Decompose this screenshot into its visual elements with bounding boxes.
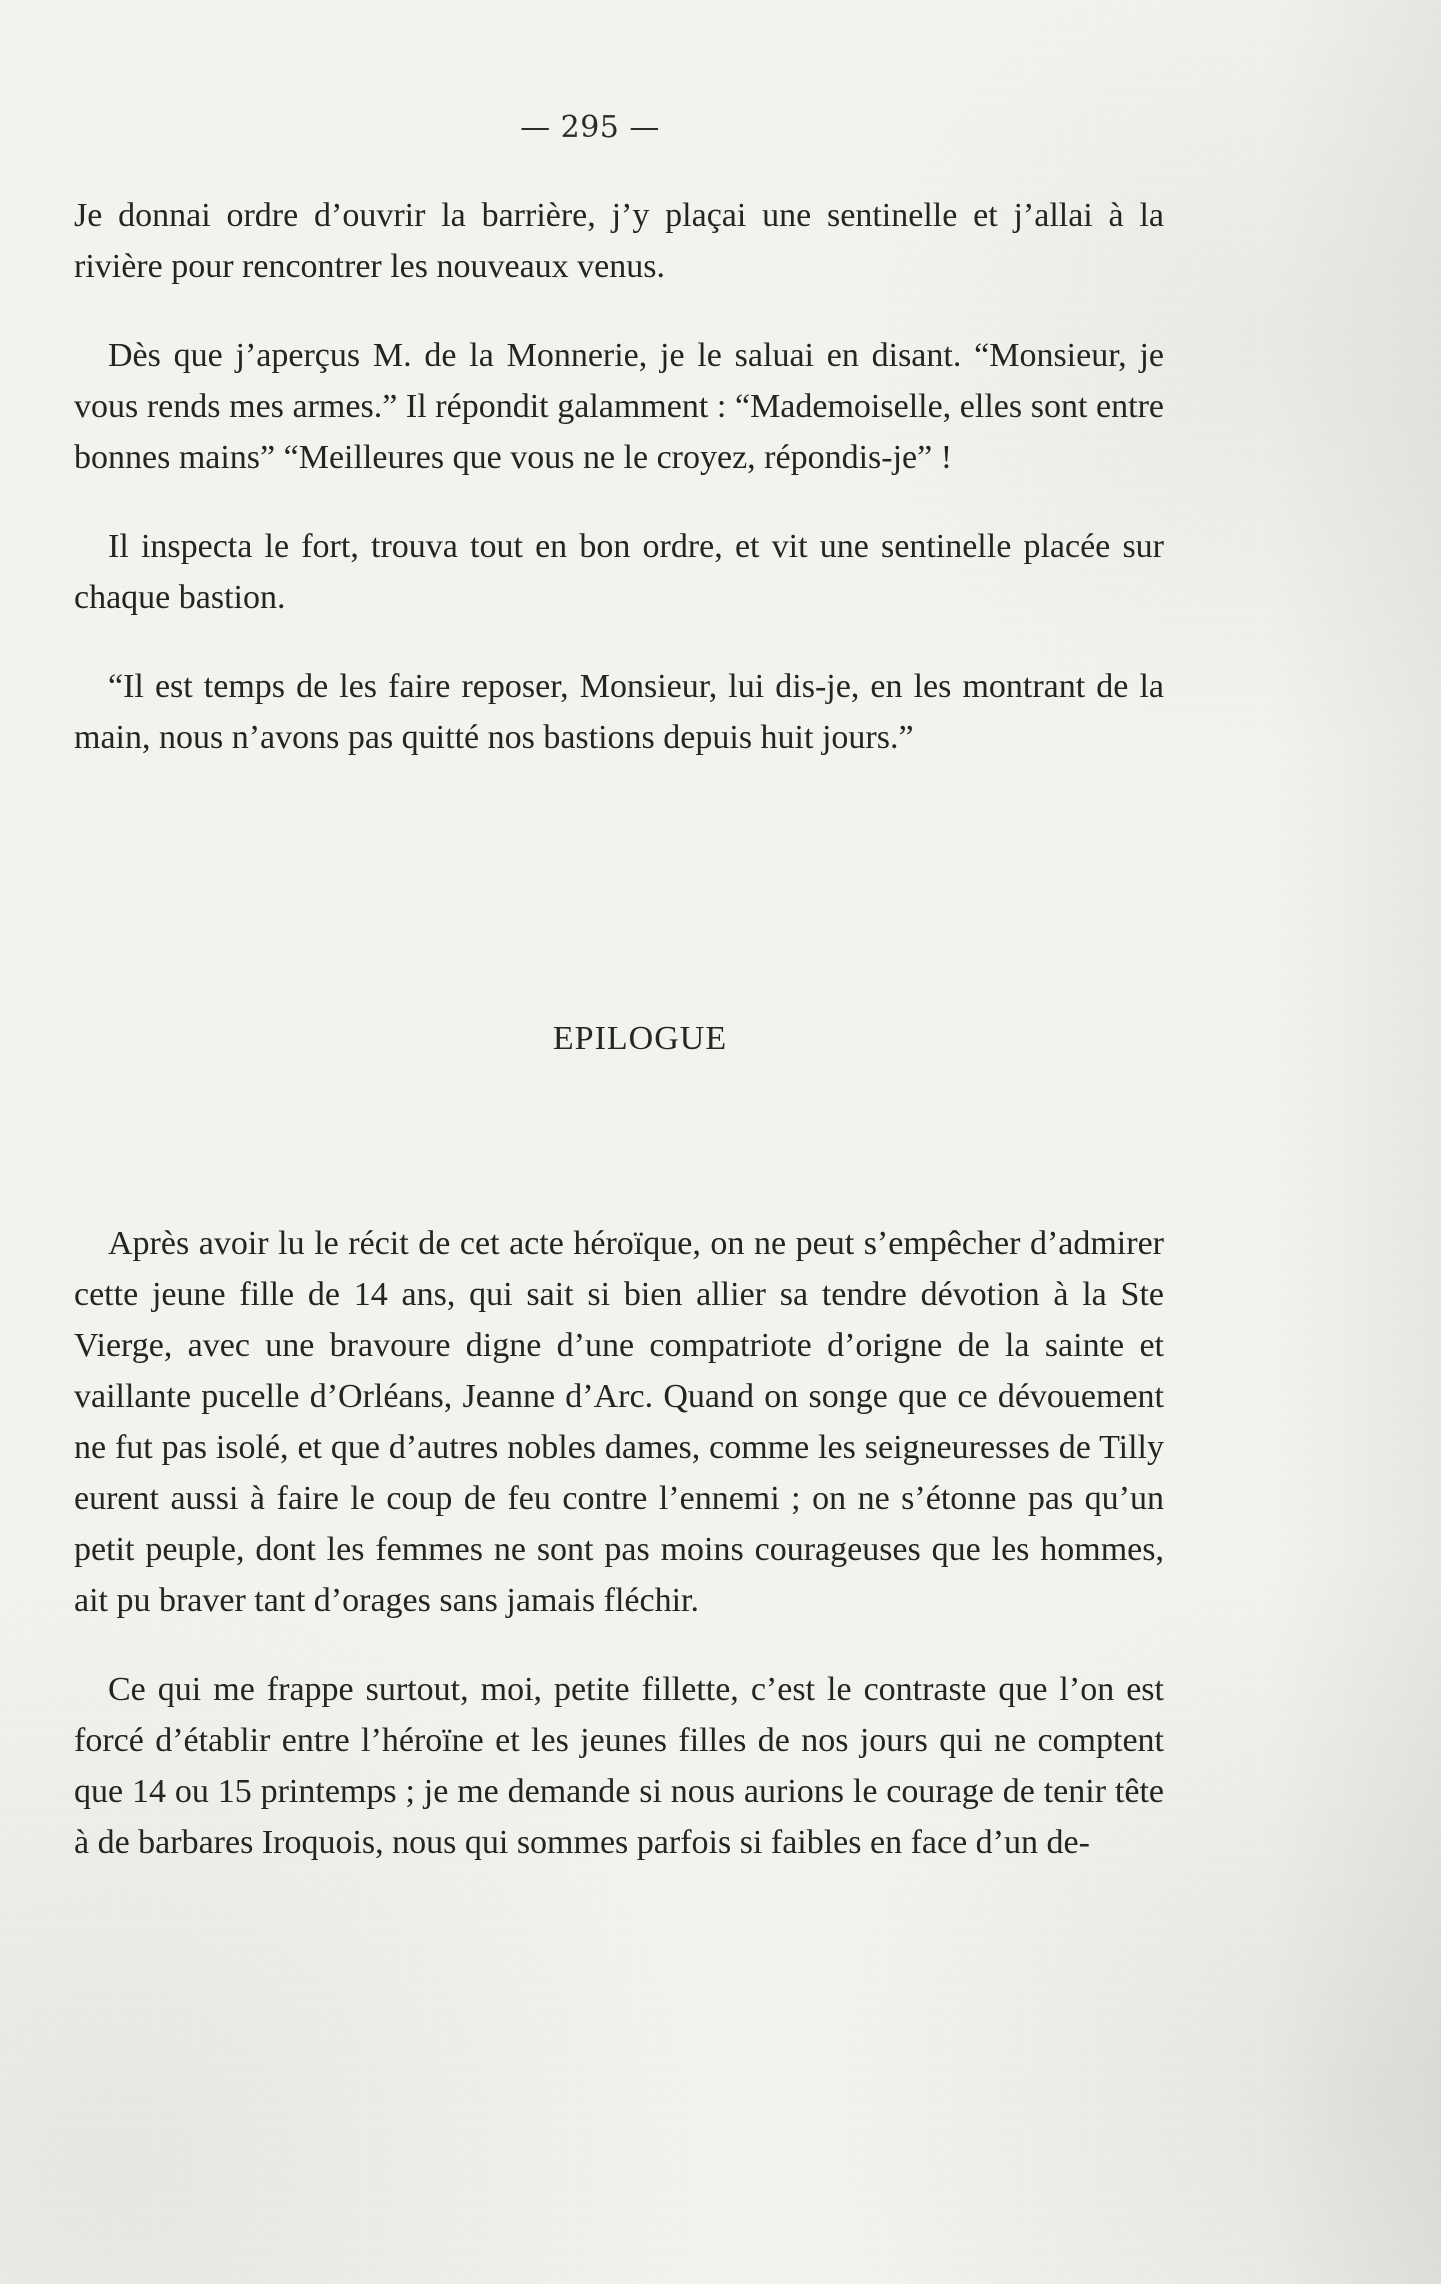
paragraph: Après avoir lu le récit de cet acte héroïque, on ne peut s’empêcher d’admirer cette jeune fille de 14 ans, qui sait si bien allier sa tendre dévotion à la Ste Vierge, avec une bravoure digne d’une compatriote d’origne de la sainte et vaillante pucelle d’Orléans, Jeanne d’Arc. Quand on songe que ce dévouement ne fut pas isolé, et que d’autres nobles dames, comme les seigneuresses de Tilly eurent aussi à faire le coup de feu contre l’ennemi ; on ne s’étonne pas qu’un petit peuple, dont les femmes ne sont pas moins courageuses que les hommes, ait pu braver tant d’orages sans jamais fléchir. xyxy=(74,1225,1164,1619)
paragraph: Dès que j’aperçus M. de la Monnerie, je le saluai en disant. “Monsieur, je vous rends mes armes.” Il répondit galamment : “Mademoiselle, elles sont entre bonnes mains” “Meilleures que vous ne le croyez, répondis-je” ! xyxy=(74,337,1164,476)
top-text-block xyxy=(74,190,1164,801)
paragraph: Je donnai ordre d’ouvrir la barrière, j’y plaçai une sentinelle et j’allai à la rivière pour rencontrer les nouveaux venus. xyxy=(74,197,1164,285)
paragraph: Il inspecta le fort, trouva tout en bon ordre, et vit une sentinelle placée sur chaque bastion. xyxy=(74,528,1164,616)
section-title: EPILOGUE xyxy=(552,1020,728,1057)
paragraph: “Il est temps de les faire reposer, Monsieur, lui dis-je, en les montrant de la main, nous n’avons pas quitté nos bastions depuis huit jours.” xyxy=(74,668,1164,756)
epilogue-text-block xyxy=(74,1218,1164,1906)
paragraph: Ce qui me frappe surtout, moi, petite fillette, c’est le contraste que l’on est forcé d’établir entre l’héroïne et les jeunes filles de nos jours qui ne comptent que 14 ou 15 printemps ; je me demande si nous aurions le courage de tenir tête à de barbares Iroquois, nous qui sommes parfois si faibles en face d’un de- xyxy=(74,1671,1164,1861)
page-number: — 295 — xyxy=(520,110,660,145)
